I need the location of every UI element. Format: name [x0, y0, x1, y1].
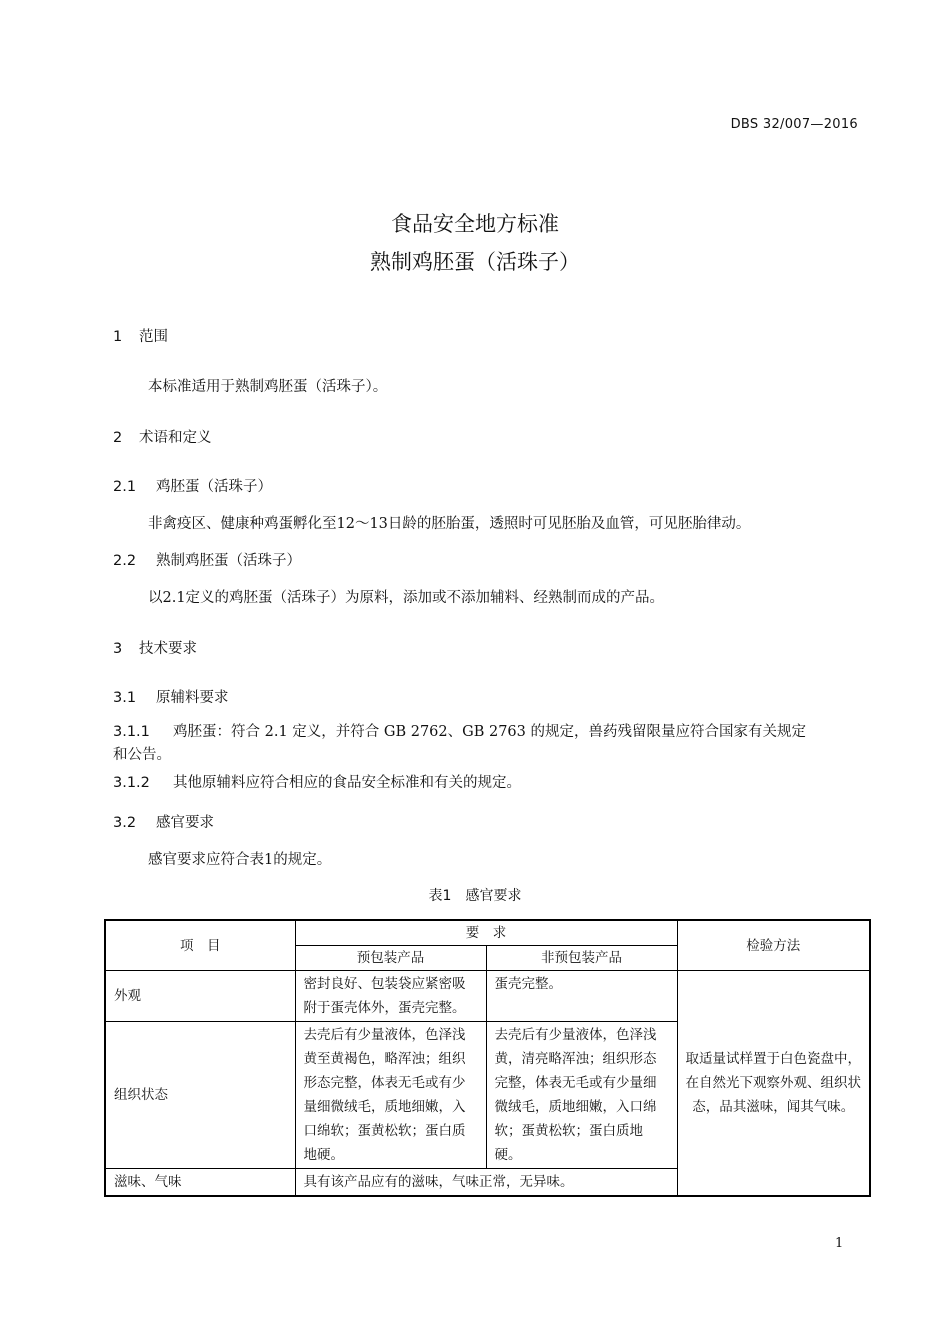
header-prepackaged: 预包装产品	[295, 946, 486, 971]
section-1-heading	[113, 325, 168, 346]
clause-3-1-2	[113, 772, 863, 795]
clause-text: 其他原辅料应符合相应的食品安全标准和有关的规定。	[173, 775, 521, 791]
page-number: 1	[835, 1236, 844, 1251]
table-caption: 表1 感官要求	[428, 888, 522, 904]
section-title: 术语和定义	[139, 430, 212, 446]
section-2-heading	[113, 426, 212, 447]
section-number: 2.2	[113, 553, 137, 569]
clause-number: 3.1.2	[113, 775, 150, 791]
section-number: 3.2	[113, 815, 137, 831]
cell-prepackaged: 密封良好、包装袋应紧密吸附于蛋壳体外，蛋壳完整。	[295, 971, 486, 1022]
section-3-heading	[113, 637, 197, 658]
header-non-prepackaged: 非预包装产品	[486, 946, 677, 971]
section-title: 熟制鸡胚蛋（活珠子）	[156, 553, 301, 569]
section-2-2-body: 以2.1定义的鸡胚蛋（活珠子）为原料，添加或不添加辅料、经熟制而成的产品。	[148, 590, 665, 606]
document-subtitle: 熟制鸡胚蛋（活珠子）	[370, 250, 580, 274]
section-3-1-heading	[113, 686, 229, 707]
table-header-row	[105, 920, 870, 946]
clause-3-1-1	[113, 721, 863, 767]
section-2-1-body: 非禽疫区、健康种鸡蛋孵化至12～13日龄的胚胎蛋，透照时可见胚胎及血管，可见胚胎律动。	[148, 516, 751, 532]
header-requirement: 要 求	[295, 920, 677, 946]
document-title: 食品安全地方标准	[391, 212, 559, 236]
section-3-2-body: 感官要求应符合表1的规定。	[148, 852, 332, 868]
section-2-2-heading	[113, 549, 301, 570]
cell-requirement: 具有该产品应有的滋味，气味正常，无异味。	[295, 1169, 677, 1197]
sensory-requirements-table	[104, 919, 871, 1197]
section-title: 原辅料要求	[156, 690, 229, 706]
header-method: 检验方法	[677, 920, 870, 971]
clause-number: 3.1.1	[113, 724, 150, 740]
section-number: 3	[113, 641, 123, 657]
cell-non-prepackaged: 蛋壳完整。	[486, 971, 677, 1022]
section-3-2-heading	[113, 811, 214, 832]
cell-item: 滋味、气味	[105, 1169, 295, 1197]
section-title: 技术要求	[139, 641, 197, 657]
section-number: 3.1	[113, 690, 137, 706]
section-1-body: 本标准适用于熟制鸡胚蛋（活珠子）。	[148, 379, 388, 395]
table-row	[105, 971, 870, 1022]
section-title: 范围	[139, 329, 168, 345]
section-2-1-heading	[113, 475, 272, 496]
header-item: 项 目	[105, 920, 295, 971]
section-number: 2.1	[113, 479, 137, 495]
clause-text-continued: 和公告。	[113, 747, 171, 763]
section-number: 2	[113, 430, 123, 446]
cell-method: 取适量试样置于白色瓷盘中，在自然光下观察外观、组织状态，品其滋味，闻其气味。	[677, 971, 870, 1197]
cell-non-prepackaged: 去壳后有少量液体，色泽浅黄，清亮略浑浊；组织形态完整，体表无毛或有少量细微绒毛，质地细嫩，入口绵软；蛋黄松软；蛋白质地硬。	[486, 1022, 677, 1169]
section-title: 鸡胚蛋（活珠子）	[156, 479, 272, 495]
clause-text: 鸡胚蛋：符合 2.1 定义，并符合 GB 2762、GB 2763 的规定，兽药残留限量应符合国家有关规定	[173, 724, 806, 740]
section-number: 1	[113, 329, 123, 345]
document-code: DBS 32/007—2016	[730, 117, 858, 132]
cell-item: 组织状态	[105, 1022, 295, 1169]
cell-item: 外观	[105, 971, 295, 1022]
cell-prepackaged: 去壳后有少量液体，色泽浅黄至黄褐色，略浑浊；组织形态完整，体表无毛或有少量细微绒毛，质地细嫩，入口绵软；蛋黄松软；蛋白质地硬。	[295, 1022, 486, 1169]
section-title: 感官要求	[156, 815, 214, 831]
